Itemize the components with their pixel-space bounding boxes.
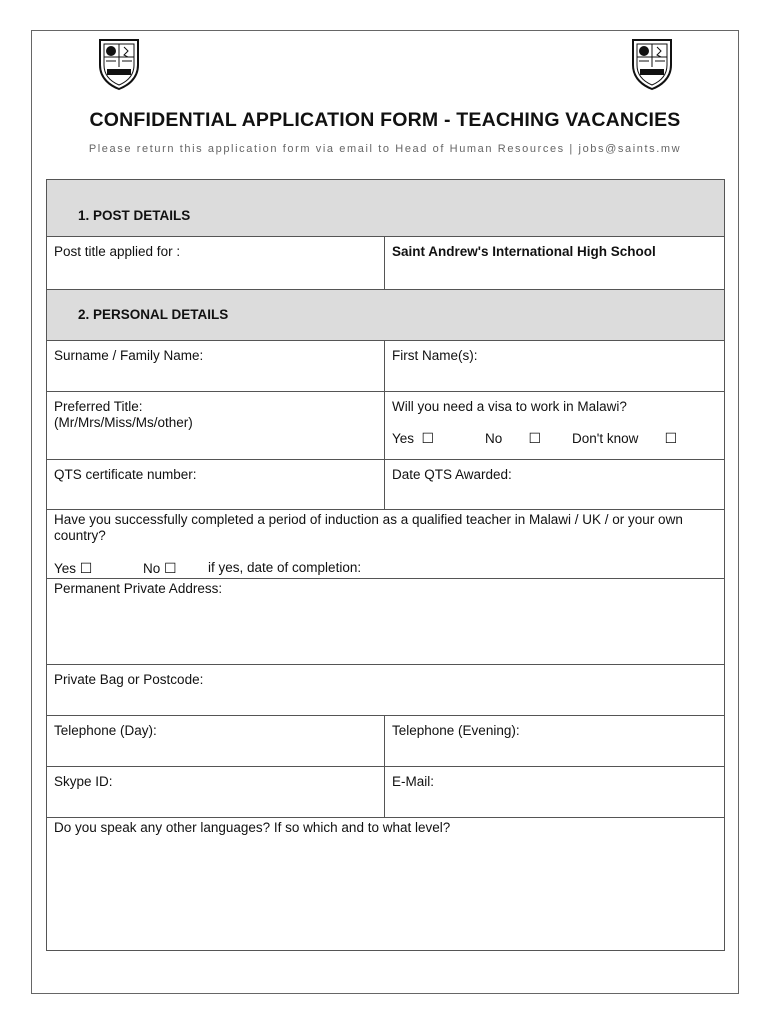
school-crest-icon bbox=[630, 37, 674, 91]
visa-yes-label: Yes bbox=[392, 431, 415, 446]
induction-question: Have you successfully completed a period of induction as a qualified teacher in Malawi / UK / or your own country? bbox=[54, 512, 683, 543]
induction-yes-checkbox[interactable]: ☐ bbox=[79, 560, 93, 576]
section-personal-details-header bbox=[47, 290, 724, 341]
telephone-day-label: Telephone (Day): bbox=[54, 723, 157, 738]
visa-label: Will you need a visa to work in Malawi? bbox=[392, 399, 627, 414]
telephone-evening-field[interactable] bbox=[385, 716, 726, 766]
visa-no-label: No bbox=[485, 431, 503, 446]
preferred-title-label: Preferred Title: bbox=[54, 399, 143, 414]
induction-no-label: No bbox=[143, 561, 161, 576]
first-name-field[interactable] bbox=[385, 341, 726, 391]
postcode-field[interactable] bbox=[47, 665, 724, 715]
qts-date-field[interactable] bbox=[385, 460, 726, 509]
induction-no-option[interactable] bbox=[143, 560, 177, 577]
form-subtitle: Please return this application form via email to Head of Human Resources | jobs@saints.mw bbox=[88, 143, 682, 155]
telephone-evening-label: Telephone (Evening): bbox=[392, 723, 520, 738]
visa-no-checkbox[interactable]: ☐ bbox=[528, 430, 542, 446]
telephone-row bbox=[47, 716, 724, 767]
surname-field[interactable] bbox=[47, 341, 385, 391]
induction-field bbox=[47, 510, 724, 578]
postcode-row bbox=[47, 665, 724, 716]
email-field[interactable] bbox=[385, 767, 726, 817]
section-heading: 1. POST DETAILS bbox=[78, 208, 191, 223]
section-post-details-header bbox=[47, 180, 724, 237]
address-label: Permanent Private Address: bbox=[54, 581, 223, 596]
languages-label: Do you speak any other languages? If so which and to what level? bbox=[54, 820, 451, 835]
contact-row bbox=[47, 767, 724, 818]
induction-date-label[interactable]: if yes, date of completion: bbox=[208, 560, 362, 575]
post-title-field[interactable] bbox=[47, 237, 385, 289]
skype-label: Skype ID: bbox=[54, 774, 113, 789]
induction-yes-label: Yes bbox=[54, 561, 77, 576]
first-name-label: First Name(s): bbox=[392, 348, 478, 363]
preferred-title-field[interactable] bbox=[47, 392, 385, 459]
languages-row bbox=[47, 818, 724, 950]
induction-yes-option[interactable] bbox=[54, 560, 92, 577]
school-crest-icon bbox=[97, 37, 141, 91]
induction-row bbox=[47, 510, 724, 579]
address-row bbox=[47, 579, 724, 665]
application-page bbox=[31, 30, 739, 994]
preferred-title-options: (Mr/Mrs/Miss/Ms/other) bbox=[54, 415, 193, 430]
address-field[interactable] bbox=[47, 579, 724, 664]
visa-no-option[interactable] bbox=[485, 430, 541, 447]
section-heading: 2. PERSONAL DETAILS bbox=[78, 307, 229, 322]
post-title-label: Post title applied for : bbox=[54, 244, 181, 259]
surname-label: Surname / Family Name: bbox=[54, 348, 204, 363]
qts-row bbox=[47, 460, 724, 510]
visa-dont-know-checkbox[interactable]: ☐ bbox=[664, 430, 678, 446]
post-title-value[interactable] bbox=[385, 237, 726, 289]
visa-field bbox=[385, 392, 726, 459]
application-form bbox=[46, 179, 725, 951]
telephone-day-field[interactable] bbox=[47, 716, 385, 766]
name-row bbox=[47, 341, 724, 392]
visa-dont-know-option[interactable] bbox=[572, 430, 677, 447]
induction-no-checkbox[interactable]: ☐ bbox=[164, 560, 177, 576]
qts-number-field[interactable] bbox=[47, 460, 385, 509]
form-title: CONFIDENTIAL APPLICATION FORM - TEACHING VACANCIES bbox=[89, 109, 681, 131]
visa-yes-option[interactable] bbox=[392, 430, 434, 447]
title-visa-row bbox=[47, 392, 724, 460]
post-title-value-text: Saint Andrew's International High School bbox=[392, 244, 656, 259]
visa-dont-know-label: Don't know bbox=[572, 431, 639, 446]
post-title-row bbox=[47, 237, 724, 290]
postcode-label: Private Bag or Postcode: bbox=[54, 672, 204, 687]
languages-field[interactable] bbox=[47, 818, 724, 950]
visa-yes-checkbox[interactable]: ☐ bbox=[421, 430, 435, 446]
qts-number-label: QTS certificate number: bbox=[54, 467, 197, 482]
skype-field[interactable] bbox=[47, 767, 385, 817]
qts-date-label: Date QTS Awarded: bbox=[392, 467, 512, 482]
email-label: E-Mail: bbox=[392, 774, 435, 789]
